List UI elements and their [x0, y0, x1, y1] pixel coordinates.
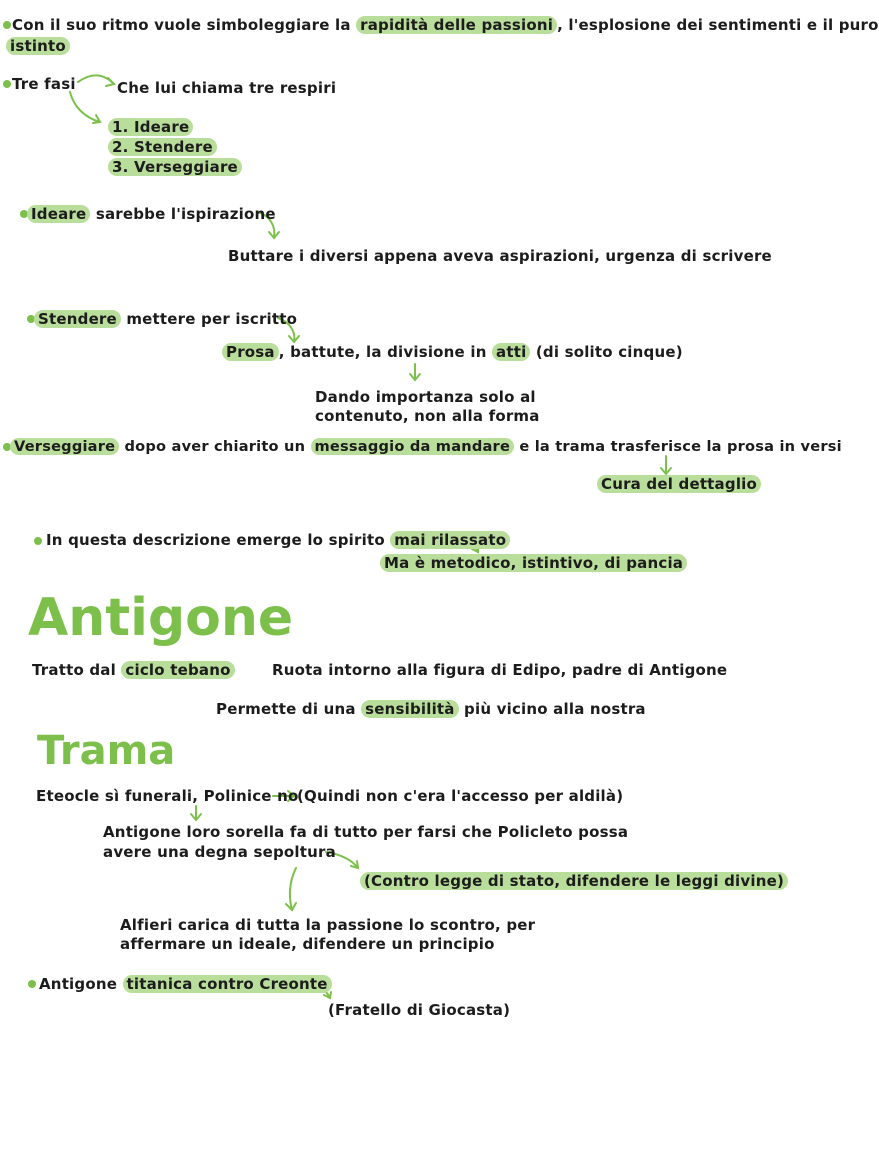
verseggiare-highlight: Verseggiare: [10, 438, 119, 455]
intro-highlight-2: istinto: [6, 37, 70, 55]
tratto-highlight: ciclo tebano: [121, 661, 234, 679]
spirito-highlight: mai rilassato: [390, 531, 510, 549]
intro-pre: Con il suo ritmo vuole simboleggiare la: [12, 16, 357, 34]
quindi-line: (Quindi non c'era l'accesso per aldilà): [297, 787, 624, 805]
permette-line: Permette di una sensibilità più vicino alla nostra: [216, 700, 646, 718]
stendere-sub-2: contenuto, non alla forma: [315, 407, 540, 425]
antigone-line-2: avere una degna sepoltura: [103, 843, 336, 861]
verseggiare-line: Verseggiare dopo aver chiarito un messaggio da mandare e la trama trasferisce la prosa in versi: [10, 437, 842, 457]
spirito-line: In questa descrizione emerge lo spirito mai rilassato: [46, 530, 510, 550]
fasi-item-2: 2. Stendere: [108, 137, 217, 157]
intro-line: [12, 15, 879, 35]
titanica-highlight: titanica contro Creonte: [123, 975, 332, 993]
fasi-item-3: 3. Verseggiare: [108, 157, 242, 177]
titanica-line: Antigone titanica contro Creonte: [39, 974, 332, 994]
ideare-line: Ideare sarebbe l'ispirazione: [27, 204, 276, 224]
ideare-highlight: Ideare: [27, 205, 90, 223]
stendere-highlight: Stendere: [34, 310, 121, 328]
arrow-fasi-list: [70, 92, 100, 122]
permette-highlight: sensibilità: [361, 700, 459, 718]
antigone-title: Antigone: [28, 588, 294, 648]
stendere-sub-1: Dando importanza solo al: [315, 388, 536, 406]
bullet-dot: [3, 21, 11, 29]
intro-highlight: rapidità delle passioni: [356, 16, 557, 34]
bullet-dot: [3, 80, 11, 88]
fasi-item-1: 1. Ideare: [108, 117, 193, 137]
fratello-line: (Fratello di Giocasta): [328, 1001, 511, 1019]
ruota-line: Ruota intorno alla figura di Edipo, padre di Antigone: [272, 661, 728, 679]
bullet-dot: [34, 537, 42, 545]
fasi-label: Tre fasi: [12, 75, 76, 93]
stendere-detail: Prosa , battute, la divisione in atti (di solito cinque): [222, 342, 683, 362]
intro-line-2: [6, 36, 70, 56]
spirito-detail: Ma è metodico, istintivo, di pancia: [380, 553, 687, 573]
verseggiare-detail: Cura del dettaglio: [597, 474, 761, 494]
tratto-line: Tratto dal ciclo tebano: [32, 660, 235, 680]
alfieri-line-2: affermare un ideale, difendere un principio: [120, 935, 495, 953]
stendere-line: Stendere mettere per iscritto: [34, 309, 297, 329]
trama-title: Trama: [37, 728, 176, 774]
alfieri-line-1: Alfieri carica di tutta la passione lo scontro, per: [120, 916, 536, 934]
intro-post: , l'esplosione dei sentimenti e il puro: [557, 16, 879, 34]
bullet-dot: [28, 980, 36, 988]
fasi-note: Che lui chiama tre respiri: [117, 79, 337, 97]
contro-line: (Contro legge di stato, difendere le leggi divine): [360, 871, 788, 891]
ideare-detail: Buttare i diversi appena aveva aspirazioni, urgenza di scrivere: [228, 247, 772, 265]
antigone-line-1: Antigone loro sorella fa di tutto per farsi che Policleto possa: [103, 823, 629, 841]
eteocle-line: Eteocle sì funerali, Polinice no: [36, 787, 299, 805]
